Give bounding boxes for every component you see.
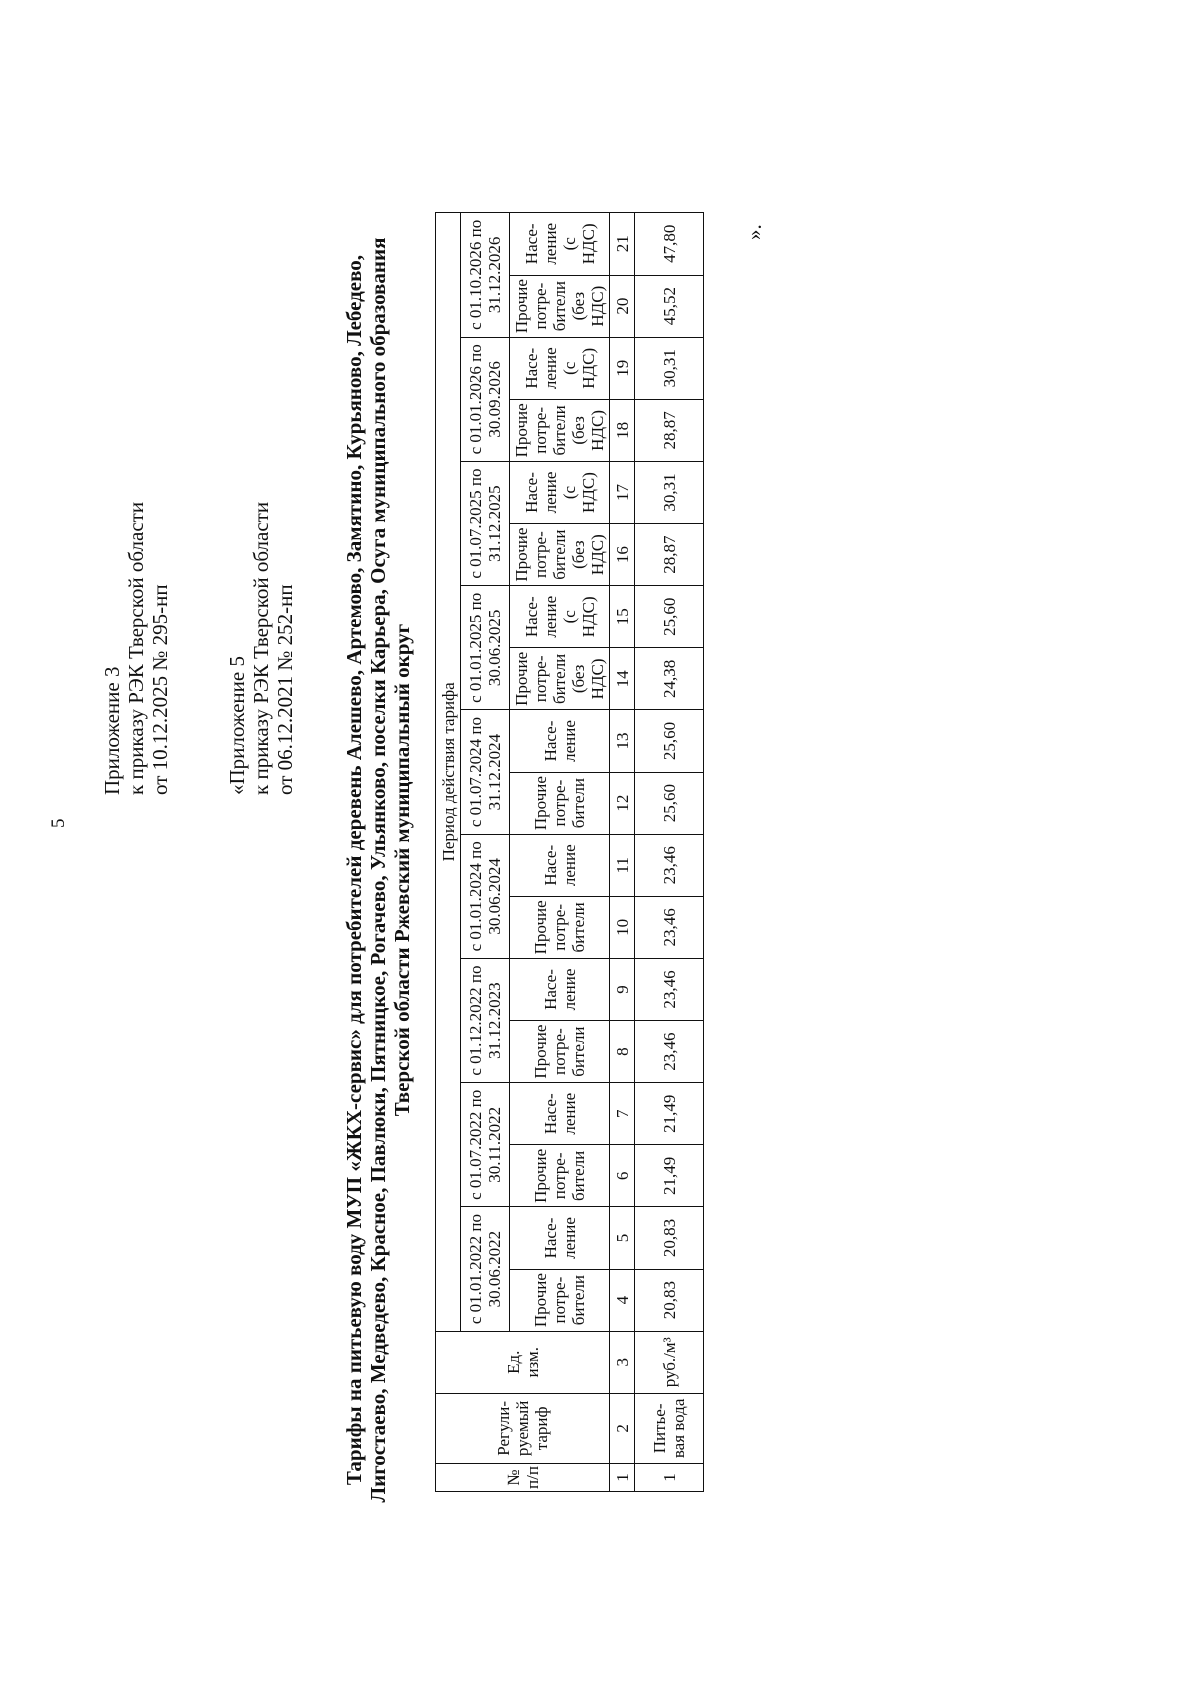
tariff-value: 23,46 [635, 958, 704, 1020]
column-number: 5 [610, 1207, 635, 1269]
category-other-consumers: Прочие потре-бители (без НДС) [510, 275, 610, 337]
header-tariff: Регули-руемый тариф [436, 1393, 610, 1463]
column-number: 18 [610, 399, 635, 461]
column-number: 2 [610, 1393, 635, 1463]
title-line: Тарифы на питьевую воду МУП «ЖКХ-сервис» для потребителей деревень Алешево, Артемово, Замятино, Курьяново, Лебедево, [342, 254, 366, 1486]
period-header: с 01.07.2022 по 30.11.2022 [461, 1083, 510, 1207]
period-header: с 01.01.2026 по 30.09.2026 [461, 337, 510, 461]
category-other-consumers: Прочие потре-бители (без НДС) [510, 399, 610, 461]
category-other-consumers: Прочие потре-бители (без НДС) [510, 648, 610, 710]
tariff-value: 28,87 [635, 524, 704, 586]
period-header: с 01.07.2025 по 31.12.2025 [461, 461, 510, 585]
period-header: с 01.07.2024 по 31.12.2024 [461, 710, 510, 834]
category-population: Насе-ление [510, 1083, 610, 1145]
category-other-consumers: Прочие потре-бители [510, 772, 610, 834]
tariff-value: 23,46 [635, 1021, 704, 1083]
annex-old-line: от 06.12.2021 № 252-нп [273, 584, 297, 795]
category-other-consumers: Прочие потре-бители [510, 1269, 610, 1331]
column-number: 6 [610, 1145, 635, 1207]
category-population: Насе-ление [510, 1207, 610, 1269]
tariff-value: 28,87 [635, 399, 704, 461]
category-other-consumers: Прочие потре-бители [510, 1021, 610, 1083]
category-other-consumers: Прочие потре-бители (без НДС) [510, 524, 610, 586]
category-other-consumers: Прочие потре-бители [510, 896, 610, 958]
column-number: 21 [610, 213, 635, 276]
column-number: 15 [610, 586, 635, 648]
column-number: 17 [610, 461, 635, 523]
period-header: с 01.12.2022 по 31.12.2023 [461, 958, 510, 1082]
header-unit: Ед. изм. [436, 1331, 610, 1393]
tariff-value: 47,80 [635, 213, 704, 276]
category-population: Насе-ление (с НДС) [510, 586, 610, 648]
row-number: 1 [635, 1463, 704, 1491]
closing-quote-mark: ». [742, 224, 766, 240]
column-number: 1 [610, 1463, 635, 1491]
column-number: 8 [610, 1021, 635, 1083]
document-sheet [80, 110, 840, 1630]
column-number: 3 [610, 1331, 635, 1393]
column-number: 11 [610, 834, 635, 896]
annex-new-line: Приложение 3 [100, 666, 124, 795]
annex-new-line: от 10.12.2025 № 295-нп [148, 584, 172, 795]
tariff-value: 23,46 [635, 834, 704, 896]
document-title [342, 170, 414, 1570]
category-population: Насе-ление [510, 834, 610, 896]
period-header: с 01.01.2024 по 30.06.2024 [461, 834, 510, 958]
tariff-value: 24,38 [635, 648, 704, 710]
title-line: Тверской области Ржевский муниципальный округ [390, 623, 414, 1117]
tariff-value: 20,83 [635, 1269, 704, 1331]
header-period-title: Период действия тарифа [436, 213, 461, 1332]
tariff-value: 23,46 [635, 896, 704, 958]
column-number: 20 [610, 275, 635, 337]
title-line: Лигостаево, Медведево, Красное, Павлюки, Пятницкое, Рогачево, Ульянково, поселки Карьера, Осуга муниципального образования [366, 237, 390, 1503]
tariff-value: 45,52 [635, 275, 704, 337]
column-number: 14 [610, 648, 635, 710]
table-row [635, 213, 704, 1492]
column-number: 10 [610, 896, 635, 958]
category-population: Насе-ление (с НДС) [510, 461, 610, 523]
category-population: Насе-ление (с НДС) [510, 337, 610, 399]
tariff-value: 25,60 [635, 586, 704, 648]
annex-old-line: к приказу РЭК Тверской области [249, 501, 273, 795]
period-header: с 01.10.2026 по 31.12.2026 [461, 213, 510, 338]
tariff-value: 30,31 [635, 337, 704, 399]
period-header: с 01.01.2022 по 30.06.2022 [461, 1207, 510, 1331]
category-population: Насе-ление (с НДС) [510, 213, 610, 276]
column-number: 9 [610, 958, 635, 1020]
column-number: 13 [610, 710, 635, 772]
tariff-value: 25,60 [635, 772, 704, 834]
annex-old-line: «Приложение 5 [225, 656, 249, 795]
header-row-number: № п/п [436, 1463, 610, 1491]
page-number: 5 [48, 818, 69, 828]
annex-new-line: к приказу РЭК Тверской области [124, 501, 148, 795]
row-tariff-name: Питье-вая вода [635, 1393, 704, 1463]
tariff-value: 21,49 [635, 1083, 704, 1145]
category-other-consumers: Прочие потре-бители [510, 1145, 610, 1207]
tariff-value: 25,60 [635, 710, 704, 772]
period-header: с 01.01.2025 по 30.06.2025 [461, 586, 510, 710]
column-number: 12 [610, 772, 635, 834]
column-number: 7 [610, 1083, 635, 1145]
tariff-value: 20,83 [635, 1207, 704, 1269]
tariff-value: 21,49 [635, 1145, 704, 1207]
tariff-value: 30,31 [635, 461, 704, 523]
column-number: 16 [610, 524, 635, 586]
category-population: Насе-ление [510, 958, 610, 1020]
tariff-table [435, 212, 704, 1492]
column-number: 19 [610, 337, 635, 399]
category-population: Насе-ление [510, 710, 610, 772]
annex-old-reference [225, 325, 297, 795]
annex-new-reference [100, 325, 172, 795]
row-unit: руб./м³ [635, 1331, 704, 1393]
column-number: 4 [610, 1269, 635, 1331]
